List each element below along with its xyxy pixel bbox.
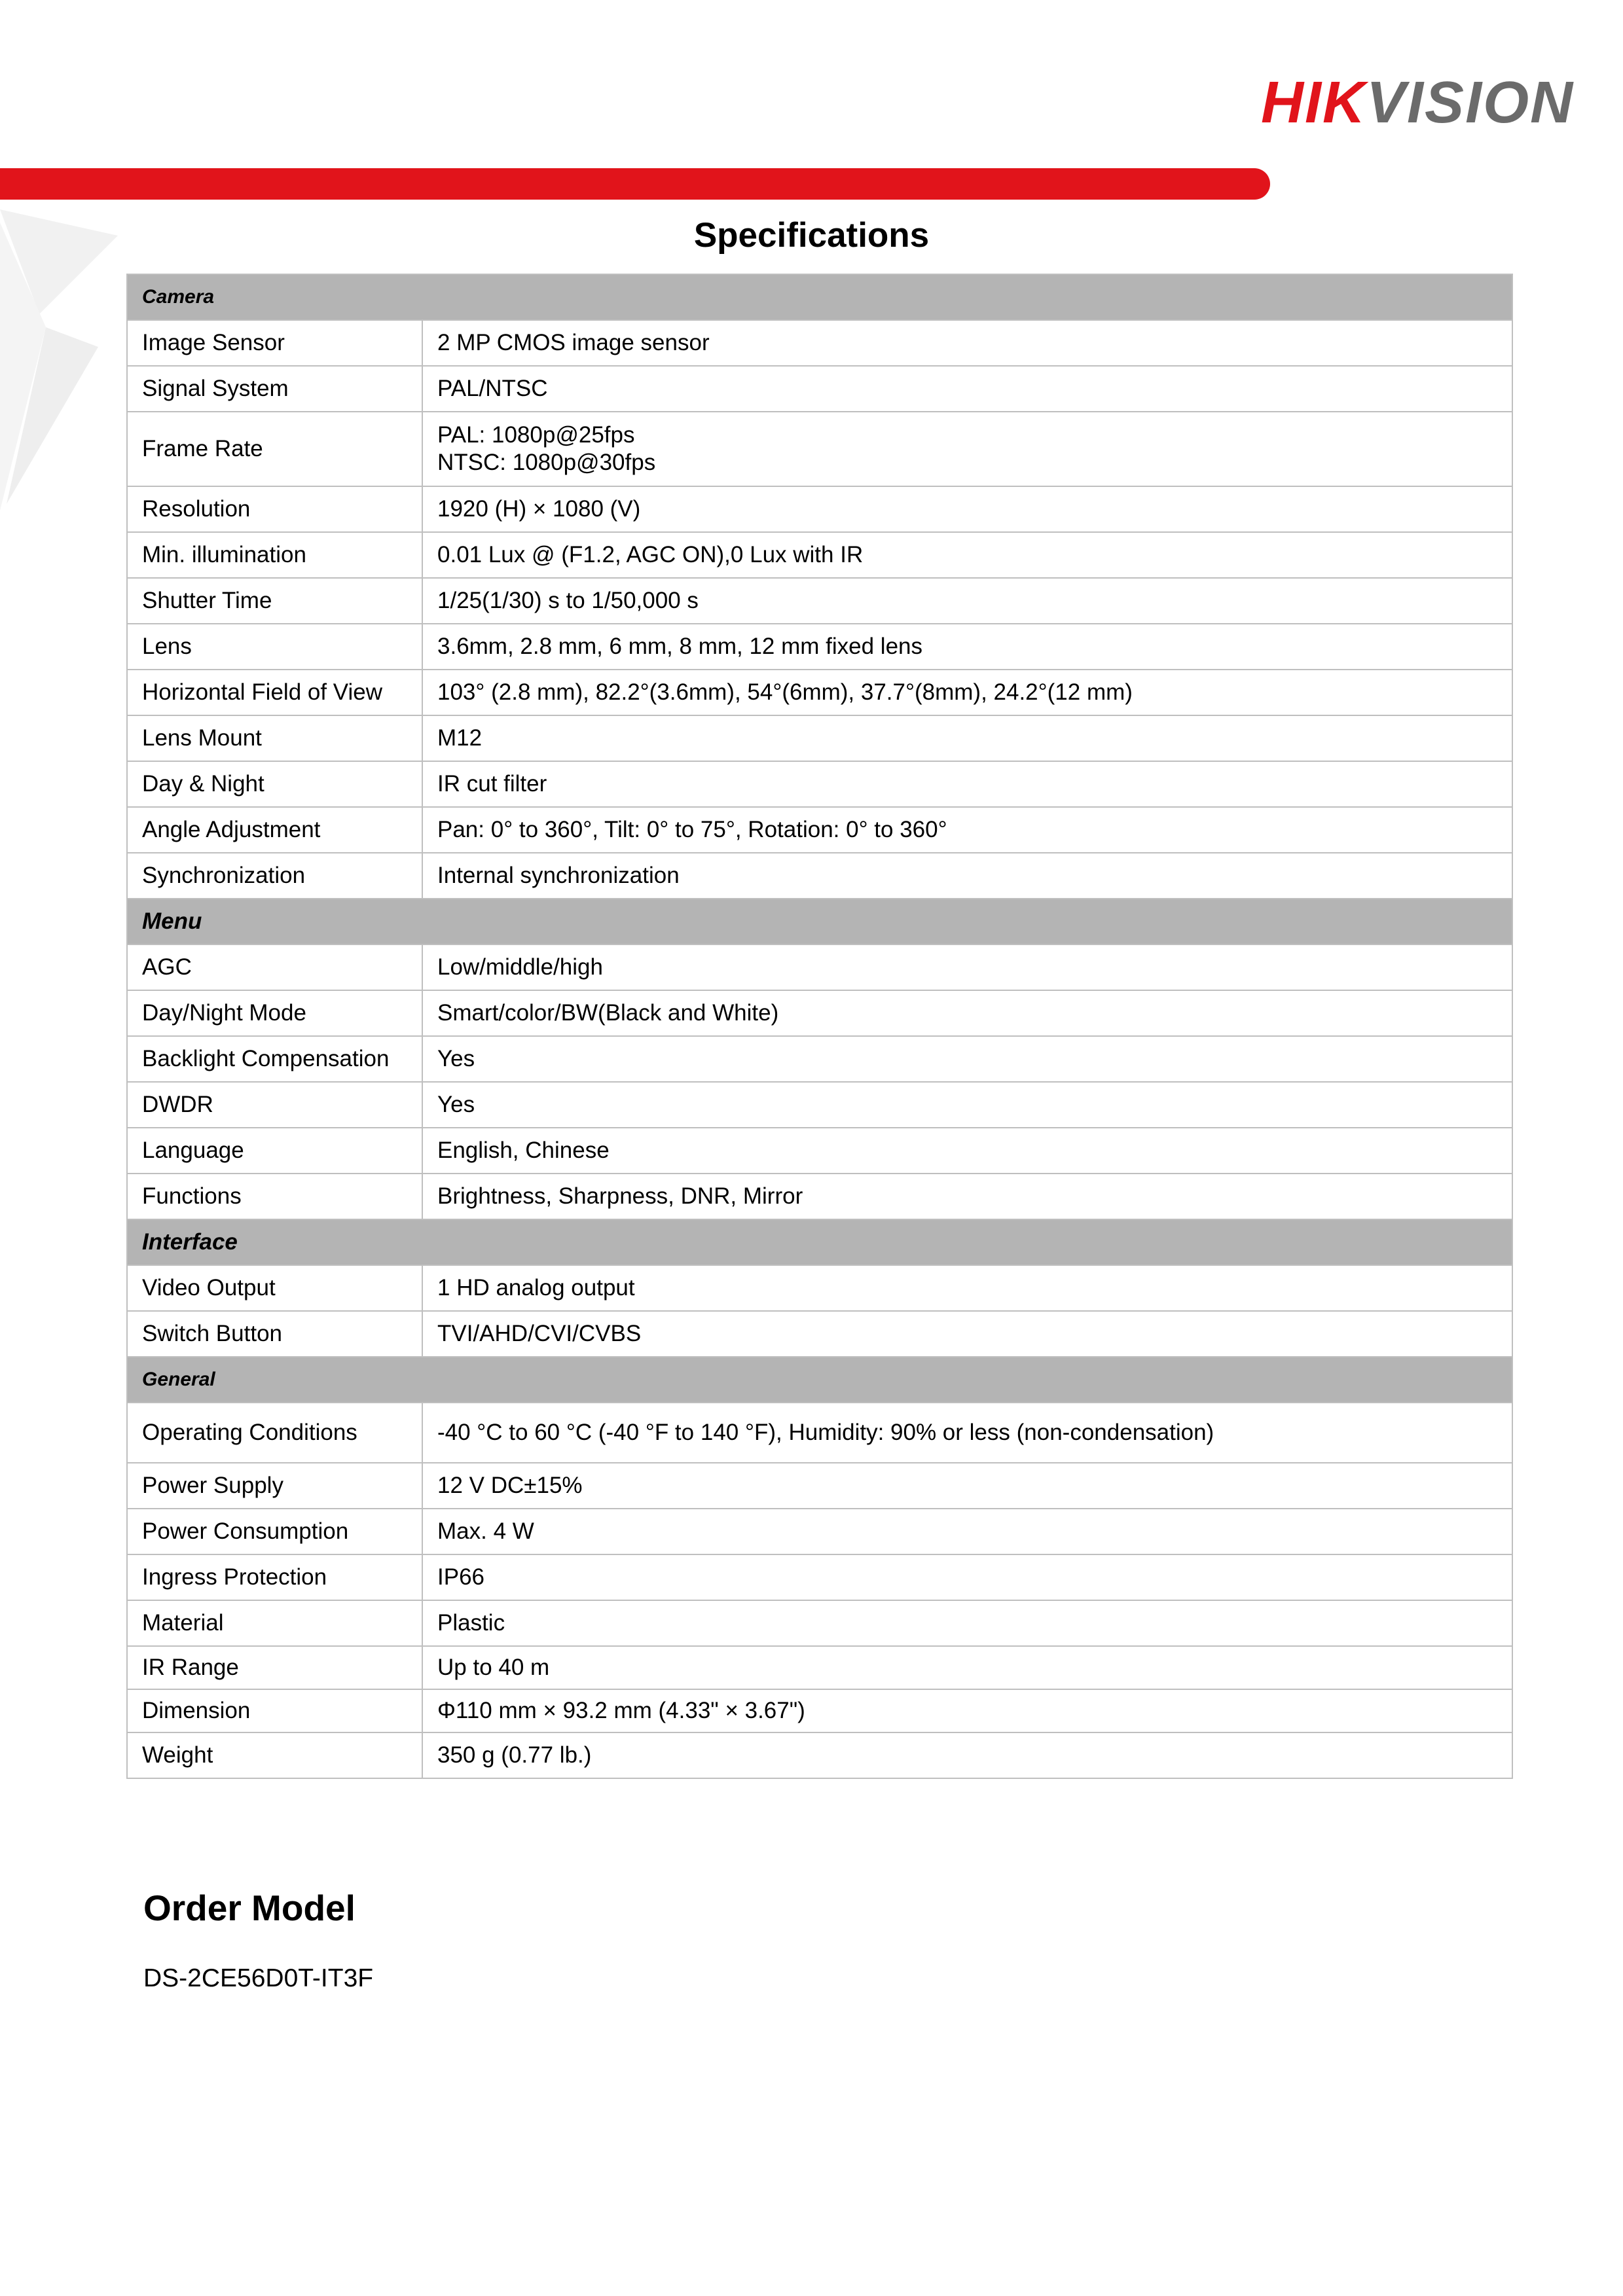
spec-value xyxy=(422,412,1512,486)
section-interface xyxy=(127,1219,1512,1265)
spec-label: Frame Rate xyxy=(127,412,422,486)
spec-label: Material xyxy=(127,1600,422,1646)
table-row xyxy=(127,1036,1512,1082)
table-row xyxy=(127,761,1512,807)
spec-value: Yes xyxy=(422,1082,1512,1128)
order-model-heading: Order Model xyxy=(143,1888,356,1928)
table-row xyxy=(127,1082,1512,1128)
spec-value: M12 xyxy=(422,715,1512,761)
spec-label: Image Sensor xyxy=(127,320,422,366)
section-header: Camera xyxy=(127,274,1512,320)
section-header: Interface xyxy=(127,1219,1512,1265)
table-row xyxy=(127,1509,1512,1554)
spec-label: AGC xyxy=(127,944,422,990)
table-row xyxy=(127,1403,1512,1463)
table-row xyxy=(127,1554,1512,1600)
table-row xyxy=(127,1174,1512,1219)
table-row xyxy=(127,990,1512,1036)
spec-value: 103° (2.8 mm), 82.2°(3.6mm), 54°(6mm), 37.7°(8mm), 24.2°(12 mm) xyxy=(422,670,1512,715)
spec-value: 350 g (0.77 lb.) xyxy=(422,1732,1512,1778)
table-row xyxy=(127,944,1512,990)
table-row xyxy=(127,1265,1512,1311)
table-row xyxy=(127,1732,1512,1778)
spec-label: Min. illumination xyxy=(127,532,422,578)
table-row xyxy=(127,715,1512,761)
table-row xyxy=(127,1311,1512,1357)
spec-label: Day/Night Mode xyxy=(127,990,422,1036)
table-row xyxy=(127,412,1512,486)
table-row xyxy=(127,1128,1512,1174)
section-camera xyxy=(127,274,1512,320)
table-row xyxy=(127,670,1512,715)
spec-label: Switch Button xyxy=(127,1311,422,1357)
spec-label: Lens xyxy=(127,624,422,670)
logo-vision-text: VISION xyxy=(1366,70,1575,135)
spec-value-line: NTSC: 1080p@30fps xyxy=(437,450,656,475)
spec-value: PAL/NTSC xyxy=(422,366,1512,412)
spec-label: Day & Night xyxy=(127,761,422,807)
section-menu xyxy=(127,899,1512,944)
spec-label: Shutter Time xyxy=(127,578,422,624)
table-row xyxy=(127,1600,1512,1646)
spec-label: Resolution xyxy=(127,486,422,532)
table-row xyxy=(127,1463,1512,1509)
spec-label: Backlight Compensation xyxy=(127,1036,422,1082)
logo-hik-text: HIK xyxy=(1261,70,1366,135)
spec-value: IP66 xyxy=(422,1554,1512,1600)
spec-value: 0.01 Lux @ (F1.2, AGC ON),0 Lux with IR xyxy=(422,532,1512,578)
table-row xyxy=(127,320,1512,366)
spec-value: -40 °C to 60 °C (-40 °F to 140 °F), Humidity: 90% or less (non-condensation) xyxy=(422,1403,1512,1463)
table-row xyxy=(127,624,1512,670)
spec-value: Internal synchronization xyxy=(422,853,1512,899)
spec-label: Signal System xyxy=(127,366,422,412)
spec-value: 1 HD analog output xyxy=(422,1265,1512,1311)
section-general xyxy=(127,1357,1512,1403)
specifications-table xyxy=(126,274,1513,1779)
page-title: Specifications xyxy=(693,216,930,255)
order-model-number: DS-2CE56D0T-IT3F xyxy=(143,1964,374,1992)
spec-value: IR cut filter xyxy=(422,761,1512,807)
spec-label: Language xyxy=(127,1128,422,1174)
header-red-bar xyxy=(0,168,1270,200)
spec-value: Up to 40 m xyxy=(422,1646,1512,1689)
table-row xyxy=(127,807,1512,853)
spec-value-line: PAL: 1080p@25fps xyxy=(437,422,635,448)
spec-value: 1920 (H) × 1080 (V) xyxy=(422,486,1512,532)
spec-value: TVI/AHD/CVI/CVBS xyxy=(422,1311,1512,1357)
table-row xyxy=(127,1689,1512,1732)
spec-label: Video Output xyxy=(127,1265,422,1311)
spec-label: DWDR xyxy=(127,1082,422,1128)
spec-label: Functions xyxy=(127,1174,422,1219)
spec-label: Dimension xyxy=(127,1689,422,1732)
spec-label: Angle Adjustment xyxy=(127,807,422,853)
table-row xyxy=(127,366,1512,412)
hikvision-logo xyxy=(1261,70,1575,135)
spec-label: Lens Mount xyxy=(127,715,422,761)
spec-label: Synchronization xyxy=(127,853,422,899)
spec-label: Weight xyxy=(127,1732,422,1778)
section-header: General xyxy=(127,1357,1512,1403)
spec-value: Yes xyxy=(422,1036,1512,1082)
spec-value: 12 V DC±15% xyxy=(422,1463,1512,1509)
spec-label: Ingress Protection xyxy=(127,1554,422,1600)
table-row xyxy=(127,1646,1512,1689)
section-header: Menu xyxy=(127,899,1512,944)
spec-label: Power Supply xyxy=(127,1463,422,1509)
table-row xyxy=(127,532,1512,578)
table-row xyxy=(127,578,1512,624)
spec-value: Low/middle/high xyxy=(422,944,1512,990)
spec-value: Pan: 0° to 360°, Tilt: 0° to 75°, Rotation: 0° to 360° xyxy=(422,807,1512,853)
spec-value: Brightness, Sharpness, DNR, Mirror xyxy=(422,1174,1512,1219)
table-row xyxy=(127,486,1512,532)
spec-value: 3.6mm, 2.8 mm, 6 mm, 8 mm, 12 mm fixed lens xyxy=(422,624,1512,670)
spec-value: Plastic xyxy=(422,1600,1512,1646)
spec-value: English, Chinese xyxy=(422,1128,1512,1174)
spec-label: Horizontal Field of View xyxy=(127,670,422,715)
spec-label: IR Range xyxy=(127,1646,422,1689)
spec-value: 2 MP CMOS image sensor xyxy=(422,320,1512,366)
spec-value: Max. 4 W xyxy=(422,1509,1512,1554)
spec-value: 1/25(1/30) s to 1/50,000 s xyxy=(422,578,1512,624)
spec-value: Φ110 mm × 93.2 mm (4.33" × 3.67") xyxy=(422,1689,1512,1732)
table-row xyxy=(127,853,1512,899)
spec-label: Operating Conditions xyxy=(127,1403,422,1463)
spec-value: Smart/color/BW(Black and White) xyxy=(422,990,1512,1036)
spec-label: Power Consumption xyxy=(127,1509,422,1554)
